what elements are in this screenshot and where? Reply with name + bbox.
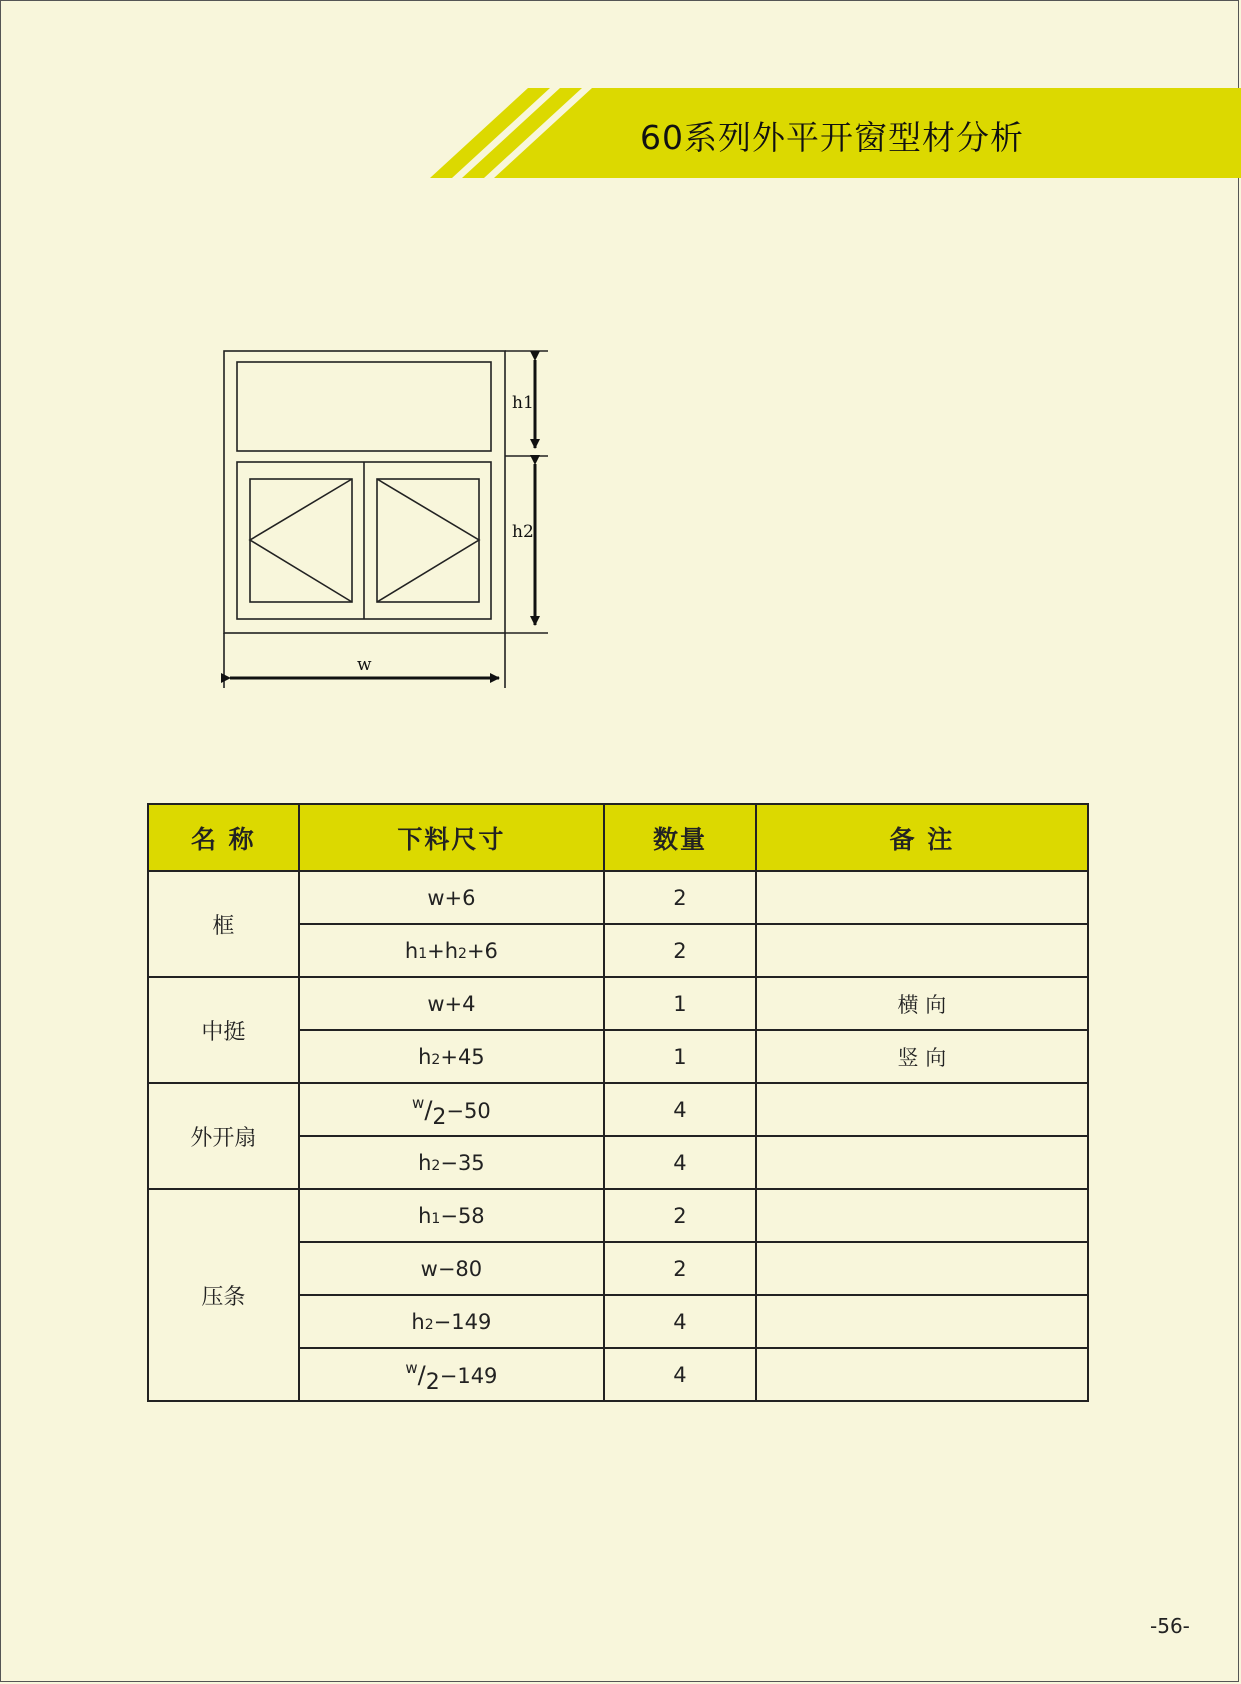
page-title: 60系列外平开窗型材分析 <box>640 118 1024 157</box>
part-name: 中挺 <box>148 977 299 1083</box>
quantity: 4 <box>604 1348 756 1401</box>
quantity: 1 <box>604 1030 756 1083</box>
header-remarks: 备 注 <box>756 804 1088 871</box>
header-name: 名 称 <box>148 804 299 871</box>
part-name: 外开扇 <box>148 1083 299 1189</box>
cut-size: w+4 <box>299 977 604 1030</box>
part-name: 框 <box>148 871 299 977</box>
quantity: 4 <box>604 1295 756 1348</box>
cut-size: w−80 <box>299 1242 604 1295</box>
transom-panel <box>237 362 491 451</box>
cut-size: w+6 <box>299 871 604 924</box>
header-cut-size: 下料尺寸 <box>299 804 604 871</box>
part-name: 压条 <box>148 1189 299 1401</box>
table-row <box>148 871 1088 924</box>
w-label: w <box>357 655 372 675</box>
quantity: 2 <box>604 1242 756 1295</box>
remark <box>756 1295 1088 1348</box>
quantity: 4 <box>604 1136 756 1189</box>
table-row <box>148 977 1088 1030</box>
quantity: 4 <box>604 1083 756 1136</box>
right-sash-hinge-mark <box>377 479 479 602</box>
table-row <box>148 1189 1088 1242</box>
cut-size: h1−58 <box>299 1189 604 1242</box>
left-sash-hinge-mark <box>250 479 352 602</box>
remark <box>756 1189 1088 1242</box>
left-sash <box>250 479 352 602</box>
h1-label: h1 <box>512 393 534 413</box>
quantity: 2 <box>604 924 756 977</box>
cut-size: h2−149 <box>299 1295 604 1348</box>
remark <box>756 1348 1088 1401</box>
table-row <box>148 1083 1088 1136</box>
remark: 竖 向 <box>756 1030 1088 1083</box>
remark: 横 向 <box>756 977 1088 1030</box>
cut-size: h2−35 <box>299 1136 604 1189</box>
remark <box>756 871 1088 924</box>
cut-size: $^w$/2−50 <box>299 1083 604 1136</box>
cut-size: h1+h2+6 <box>299 924 604 977</box>
remark <box>756 924 1088 977</box>
quantity: 2 <box>604 1189 756 1242</box>
quantity: 2 <box>604 871 756 924</box>
window-diagram <box>0 0 1241 720</box>
remark <box>756 1083 1088 1136</box>
cut-size: $^w$/2−149 <box>299 1348 604 1401</box>
cut-size: h2+45 <box>299 1030 604 1083</box>
header-quantity: 数量 <box>604 804 756 871</box>
remark <box>756 1136 1088 1189</box>
page-number: -56- <box>1150 1614 1190 1638</box>
h2-label: h2 <box>512 522 534 542</box>
remark <box>756 1242 1088 1295</box>
quantity: 1 <box>604 977 756 1030</box>
table-header-row <box>148 804 1088 871</box>
right-sash <box>377 479 479 602</box>
cutting-list-table <box>147 803 1089 1402</box>
